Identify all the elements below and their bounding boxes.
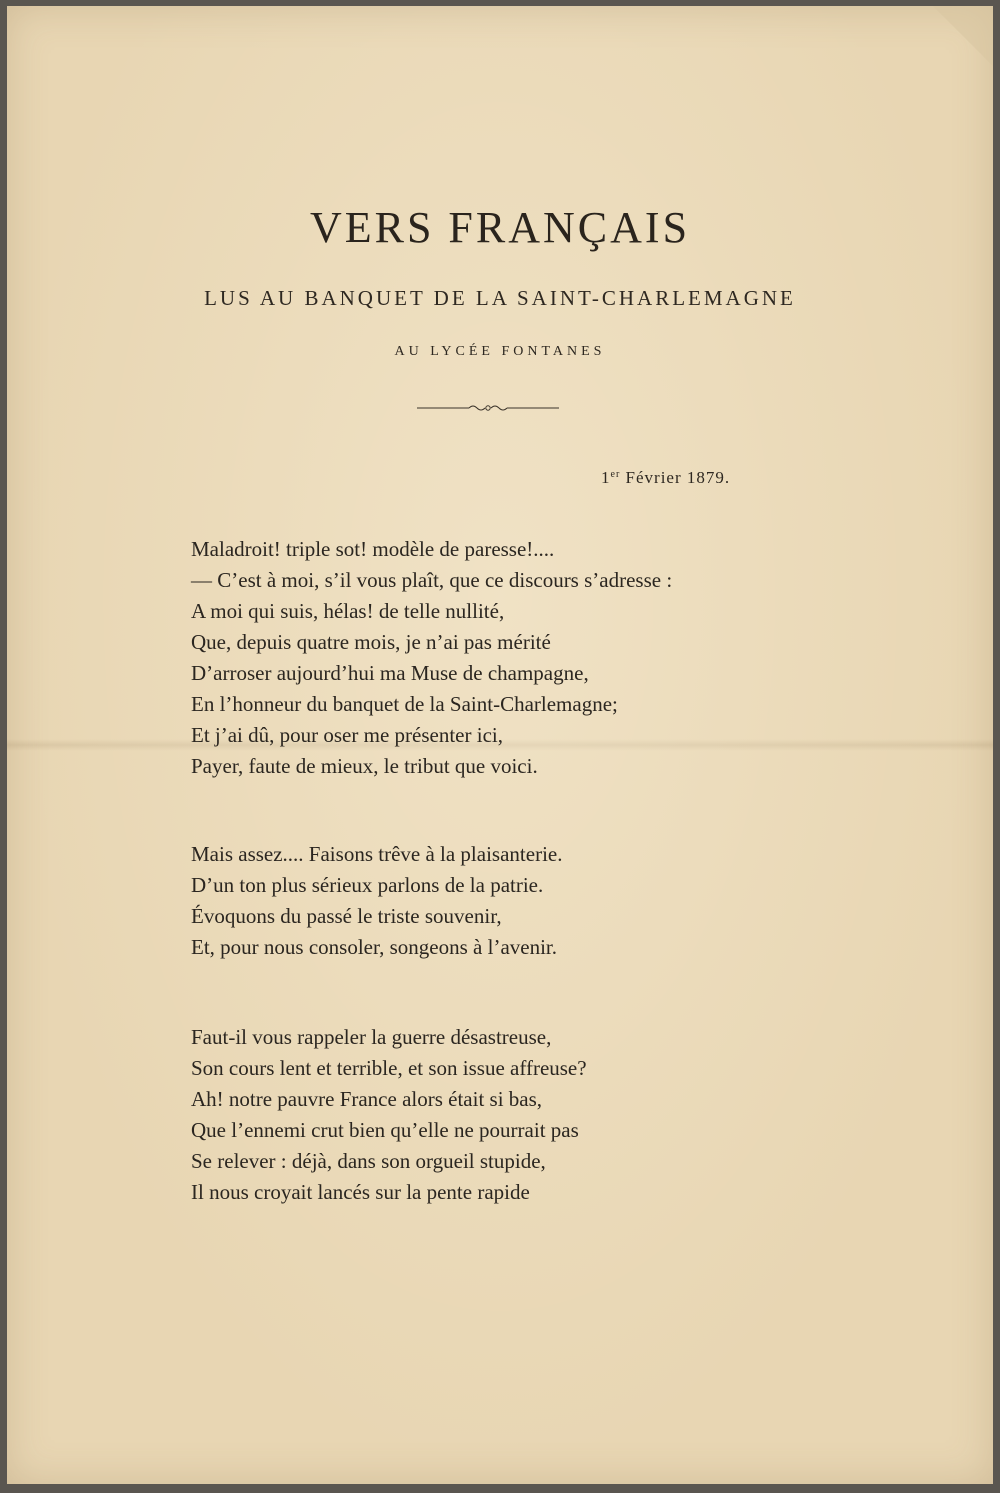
verse-line: Ah! notre pauvre France alors était si bas, [191,1087,543,1111]
verse-line: Payer, faute de mieux, le tribut que voici. [191,754,538,778]
verse-line: Évoquons du passé le triste souvenir, [191,904,502,928]
document-subtitle: LUS AU BANQUET DE LA SAINT-CHARLEMAGNE [204,286,796,310]
verse-line: D’un ton plus sérieux parlons de la patrie. [191,873,544,897]
stanza-3 [191,1022,587,1208]
verse-line: Mais assez.... Faisons trêve à la plaisanterie. [191,842,563,866]
stanza-1 [191,534,672,782]
verse-line: Son cours lent et terrible, et son issue affreuse? [191,1056,587,1080]
verse-line: En l’honneur du banquet de la Saint-Charlemagne; [191,692,618,716]
verse-line: Il nous croyait lancés sur la pente rapide [191,1180,530,1204]
verse-line: Et j’ai dû, pour oser me présenter ici, [191,723,503,747]
date-rest: Février 1879. [620,468,731,487]
document-page [7,6,993,1484]
verse-line: D’arroser aujourd’hui ma Muse de champagne, [191,661,589,685]
verse-line: Et, pour nous consoler, songeons à l’avenir. [191,935,558,959]
verse-line: A moi qui suis, hélas! de telle nullité, [191,599,505,623]
date-day: 1 [601,468,611,487]
document-title: VERS FRANÇAIS [309,203,691,252]
document-date [601,468,730,488]
verse-line: Se relever : déjà, dans son orgueil stupide, [191,1149,546,1173]
ornamental-rule-icon [417,400,559,416]
document-location: AU LYCÉE FONTANES [394,344,606,359]
verse-line: Faut-il vous rappeler la guerre désastreuse, [191,1025,552,1049]
page-corner-fold [933,6,993,66]
verse-line: Que l’ennemi crut bien qu’elle ne pourrait pas [191,1118,579,1142]
verse-line: Que, depuis quatre mois, je n’ai pas mérité [191,630,551,654]
date-day-suffix: er [610,469,621,480]
verse-line: — C’est à moi, s’il vous plaît, que ce discours s’adresse : [191,568,673,592]
verse-line: Maladroit! triple sot! modèle de paresse!.... [191,537,555,561]
stanza-2 [191,839,562,963]
